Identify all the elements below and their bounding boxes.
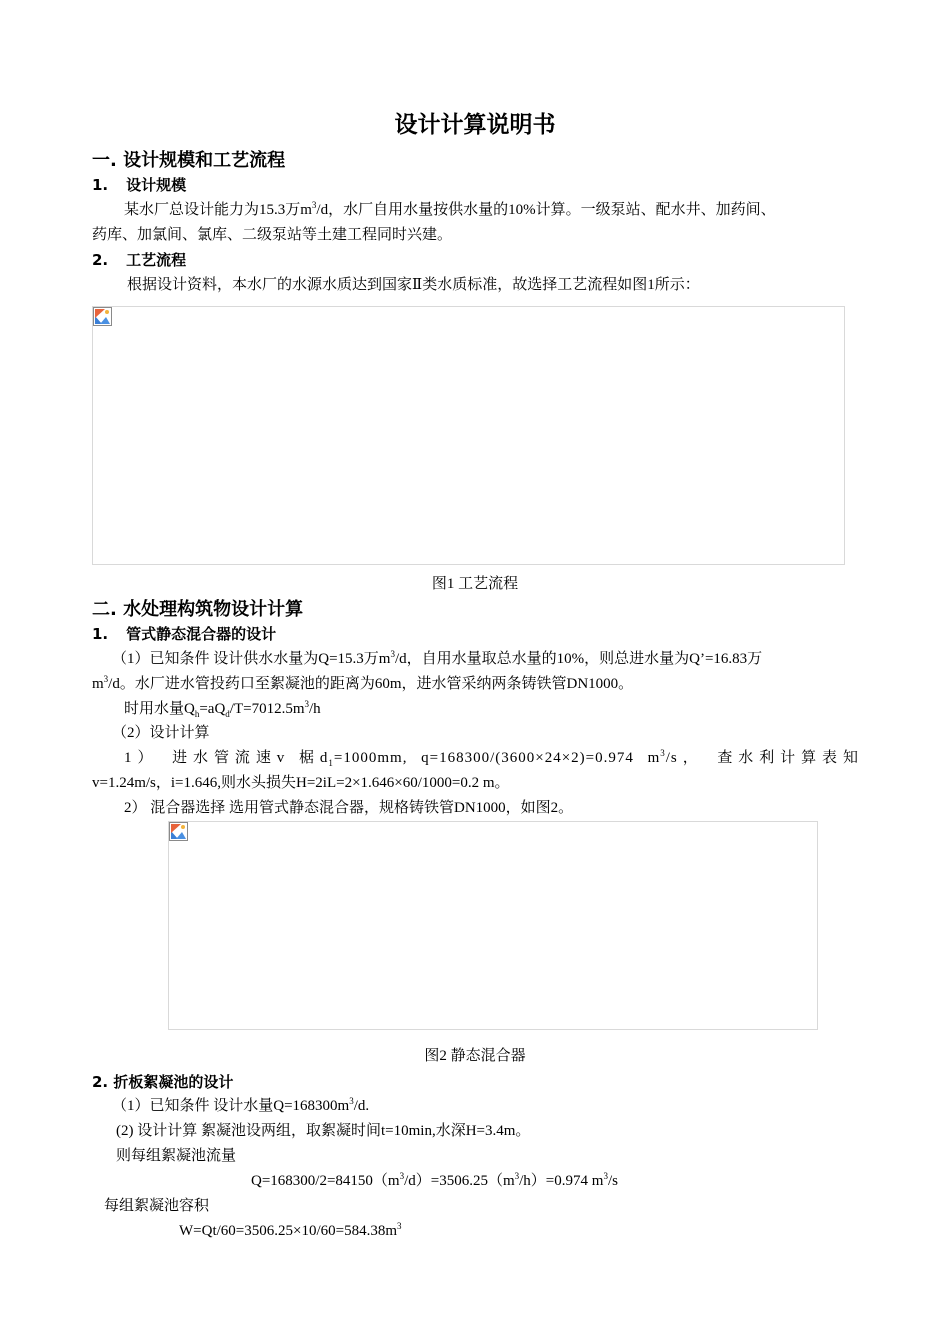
subsection-1-2 (92, 253, 186, 268)
subsection-2-2: 2. 折板絮凝池的设计 (92, 1073, 234, 1091)
broken-image-icon (169, 822, 188, 841)
formula-volume: $W=Qt/60=3506.25\times 10/60=584.38m^3$ (179, 1221, 402, 1239)
subsection-title: 管式静态混合器的设计 (126, 625, 277, 643)
paragraph-design-scale-line1: 某水厂总设计能力为15.3万$m^3/d$，水厂自用水量按供水量的10%计算。一级泵站、配水井、加药间、 (124, 200, 776, 218)
paragraph-flocculation-calc: (2) 设计计算 絮凝池设两组，取絮凝时间t=10min,水深H=3.4m。 (116, 1123, 531, 1139)
paragraph-flow-per-group-label: 则每组絮凝池流量 (116, 1148, 237, 1164)
figure-2-image-placeholder (168, 821, 818, 1030)
subsection-2-1 (92, 627, 276, 642)
paragraph-mixer-selection: 2） 混合器选择 选用管式静态混合器，规格铸铁管DN1000，如图2。 (124, 800, 574, 816)
subsection-number: 1. (92, 625, 109, 643)
subsection-1-1 (92, 178, 186, 193)
document-title: 设计计算说明书 (394, 112, 556, 138)
subsection-title: 设计规模 (126, 176, 187, 194)
paragraph-volume-label: 每组絮凝池容积 (104, 1198, 210, 1214)
paragraph-design-scale-line2: 药库、加氯间、氯库、二级泵站等土建工程同时兴建。 (92, 227, 453, 243)
paragraph-design-calc: （2）设计计算 (112, 725, 210, 741)
figure-1-caption: 图1 工艺流程 (431, 576, 519, 592)
broken-image-icon (93, 307, 112, 326)
subsection-number: 2. (92, 251, 109, 269)
paragraph-hourly-flow: 时用水量$Q_h=aQ_d/T=7012.5m^3/h$ (124, 699, 321, 719)
paragraph-process-flow: 根据设计资料，本水厂的水源水质达到国家Ⅱ类水质标准，故选择工艺流程如图1所示： (127, 277, 700, 293)
section-2-heading: 二. 水处理构筑物设计计算 (92, 599, 304, 620)
paragraph-flocculation-known: （1）已知条件 设计水量$Q=168300m^3/d$. (112, 1096, 370, 1114)
subsection-title: 工艺流程 (126, 251, 187, 269)
paragraph-inlet-velocity-line1: 1） 进水管流速v 椐$d_1=1000mm$, q=168300/(3600×24×2)=0.974 $m^3/s$， 查水利计算表知 (124, 748, 859, 768)
figure-2-caption: 图2 静态混合器 (424, 1048, 526, 1064)
section-1-heading: 一. 设计规模和工艺流程 (92, 150, 286, 171)
paragraph-inlet-velocity-line2: v=1.24m/s，i=1.646,则水头损失H=2iL=2×1.646×60/1000=0.2 m。 (92, 775, 510, 791)
formula-flow-per-group: $Q=168300/2=84150(m^3/d)=3506.25(m^3/h)=0.974$ $m^3/s$ (251, 1171, 618, 1189)
figure-1-image-placeholder (92, 306, 845, 565)
subsection-number: 1. (92, 176, 109, 194)
paragraph-known-conditions-line1: （1）已知条件 设计供水水量为Q=15.3万$m^3/d$，自用水量取总水量的10%，则总进水量为Q’=16.83万 (112, 649, 763, 667)
paragraph-known-conditions-line2: $m^3/d$。水厂进水管投药口至絮凝池的距离为60m，进水管采纳两条铸铁管DN1000。 (92, 674, 634, 692)
